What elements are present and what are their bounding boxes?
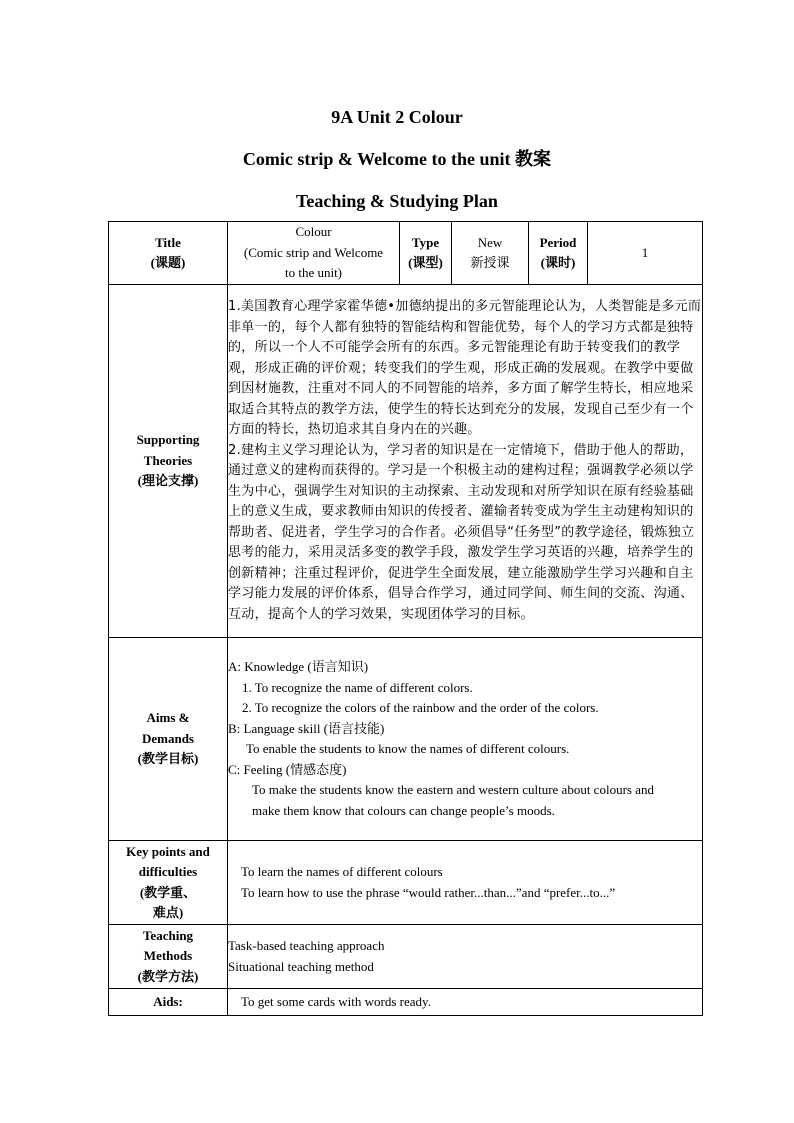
key-point-item: To learn how to use the phrase “would rather...than...”and “prefer...to...” bbox=[241, 884, 616, 900]
title-label-cn: (课题) bbox=[150, 255, 186, 270]
type-value-cn: 新授课 bbox=[470, 255, 510, 270]
method-item: Task-based teaching approach bbox=[228, 938, 385, 953]
feeling-item: To make the students know the eastern and western culture about colours and bbox=[252, 782, 654, 797]
aims-row bbox=[109, 638, 703, 841]
feeling-item: make them know that colours can change people’s moods. bbox=[252, 802, 555, 818]
aids-label-cell bbox=[109, 989, 228, 1016]
title-label-cell bbox=[109, 222, 228, 285]
theory-paragraph-1: 1.美国教育心理学家霍华德•加德纳提出的多元智能理论认为，人类智能是多元而非单一的，每个人都有独特的智能结构和智能优势，每个人的学习方式都是独特的，所以一个人不可能学会所有的东西。多元智能理论有助于转变我们的教学观，形成正确的评价观；转变我们的学生观，形成正确的发展观。在教学中要做到因材施教，注重对不同人的不同智能的培养，多方面了解学生特长，相应地采取适合其特点的教学方法，使学生的特长达到充分的发展，发现自己至少有一个方面的特长，热切追求其自身内在的兴趣。 bbox=[228, 299, 702, 437]
aids-label: Aids: bbox=[153, 993, 183, 1009]
key-points-label: Key points and bbox=[126, 843, 210, 859]
info-row bbox=[109, 222, 703, 285]
theories-content-cell bbox=[228, 285, 703, 638]
knowledge-heading: A: Knowledge (语言知识) bbox=[228, 659, 369, 674]
knowledge-item: 2. To recognize the colors of the rainbow and the order of the colors. bbox=[242, 700, 599, 715]
document-title: 9A Unit 2 Colour bbox=[331, 107, 463, 127]
skill-heading: B: Language skill (语言技能) bbox=[228, 720, 385, 736]
type-value: New bbox=[477, 234, 503, 250]
skill-item: To enable the students to know the names of different colours. bbox=[246, 741, 570, 756]
methods-row bbox=[109, 925, 703, 989]
key-points-content-cell bbox=[228, 841, 703, 925]
feeling-heading: C: Feeling (情感态度) bbox=[228, 761, 347, 777]
aids-row bbox=[109, 989, 703, 1016]
knowledge-item: 1. To recognize the name of different colors. bbox=[242, 679, 473, 695]
theories-label: Theories bbox=[143, 452, 193, 468]
aids-value: To get some cards with words ready. bbox=[241, 993, 431, 1009]
key-points-label: difficulties bbox=[138, 864, 198, 879]
title-value-cell bbox=[228, 222, 400, 285]
methods-label-cn: (教学方法) bbox=[137, 968, 199, 984]
period-label: Period bbox=[539, 234, 577, 250]
aims-label-cn: (教学目标) bbox=[137, 751, 199, 767]
title-value-line: to the unit) bbox=[284, 265, 343, 281]
methods-content-cell bbox=[228, 925, 703, 989]
title-value-line: (Comic strip and Welcome bbox=[243, 244, 384, 260]
aids-content-cell bbox=[228, 989, 703, 1016]
lesson-plan-table bbox=[108, 221, 703, 1016]
period-value-cell bbox=[588, 222, 703, 285]
key-points-label-cn: (教学重、 bbox=[139, 884, 197, 900]
type-label-cell bbox=[400, 222, 452, 285]
period-label-cn: (课时) bbox=[540, 255, 576, 270]
theories-label-cell bbox=[109, 285, 228, 638]
document-subtitle: Comic strip & Welcome to the unit 教案 bbox=[242, 149, 552, 169]
title-value-line: Colour bbox=[295, 224, 332, 240]
type-label: Type bbox=[411, 234, 440, 250]
method-item: Situational teaching method bbox=[228, 958, 374, 974]
key-points-row bbox=[109, 841, 703, 925]
aims-label: Aims & bbox=[146, 710, 190, 726]
key-points-label-cn: 难点) bbox=[152, 905, 184, 920]
key-points-label-cell bbox=[109, 841, 228, 925]
title-label: Title bbox=[155, 234, 181, 250]
theories-label-cn: (理论支撑) bbox=[137, 473, 199, 489]
period-value: 1 bbox=[641, 244, 649, 260]
methods-label-cell bbox=[109, 925, 228, 989]
type-label-cn: (课型) bbox=[408, 255, 443, 270]
theory-paragraph-2: 2.建构主义学习理论认为，学习者的知识是在一定情境下，借助于他人的帮助，通过意义的建构而获得的。学习是一个积极主动的建构过程；强调教学必须以学生为中心，强调学生对知识的主动探索、主动发现和对所学知识在原有经验基础上的意义生成，要求教师由知识的传授者、灌输者转变成为学生主动建构知识的帮助者、促进者，学生学习的合作者。必须倡导“任务型”的教学途径，锻炼独立思考的能力，采用灵活多变的教学手段，激发学生学习英语的兴趣，培养学生的创新精神；注重过程评价，促进学生全面发展，建立能激励学生学习兴趣和自主学习能力发展的评价体系，倡导合作学习，通过同学间、师生间的交流、沟通、互动，提高个人的学习效果，实现团体学习的目标。 bbox=[228, 442, 695, 622]
methods-label: Teaching bbox=[142, 927, 194, 943]
plan-heading: Teaching & Studying Plan bbox=[296, 191, 498, 211]
methods-label: Methods bbox=[143, 948, 193, 964]
aims-label-cell bbox=[109, 638, 228, 841]
key-point-item: To learn the names of different colours bbox=[241, 864, 443, 879]
type-value-cell bbox=[452, 222, 529, 285]
aims-label: Demands bbox=[141, 730, 194, 746]
theories-label: Supporting bbox=[136, 432, 200, 448]
period-label-cell bbox=[529, 222, 588, 285]
theories-row bbox=[109, 285, 703, 638]
aims-content-cell bbox=[228, 638, 703, 841]
